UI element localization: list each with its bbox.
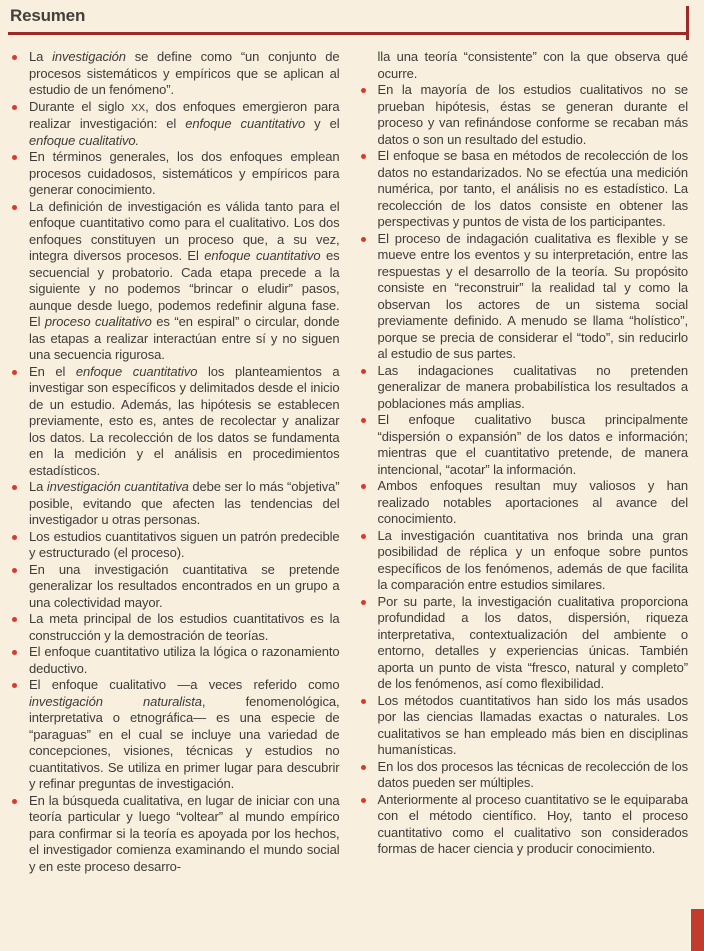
summary-item xyxy=(10,562,340,612)
bullet-icon xyxy=(361,765,366,770)
bullet-icon xyxy=(12,650,17,655)
summary-item-text: En los dos procesos las técnicas de recolección de los datos pueden ser múltiples. xyxy=(377,758,688,790)
summary-item xyxy=(10,677,340,793)
bullet-icon xyxy=(361,798,366,803)
bullet-icon xyxy=(12,155,17,160)
bullet-icon xyxy=(361,699,366,704)
summary-item xyxy=(359,363,689,413)
summary-item xyxy=(10,644,340,677)
bullet-icon xyxy=(361,600,366,605)
summary-item-text: La investigación cuantitativa debe ser lo más “objetiva” posible, evitando que afecten las tendencias del investigador u otras personas. xyxy=(29,479,340,527)
summary-item-text: La investigación cuantitativa nos brinda una gran posibilidad de réplica y un enfoque sobre puntos específicos de los fenómenos, además de que facilita la comparación entre estudios similares. xyxy=(377,527,688,592)
summary-item-text: El enfoque cualitativo busca principalmente “dispersión o expansión” de los datos e información; mientras que el cuantitativo pretende, de manera intencional, “acotar” la información. xyxy=(377,412,688,477)
summary-item xyxy=(10,529,340,562)
summary-item-text: En el enfoque cuantitativo los planteamientos a investigar son específicos y delimitados desde el inicio de un estudio. Además, las hipótesis se establecen previamente, esto es, antes de recolectar y analizar los datos. La recolección de los datos se fundamenta en la medición y el análisis en procedimientos estadísticos. xyxy=(29,363,340,478)
summary-item xyxy=(359,792,689,858)
summary-item-text: La investigación se define como “un conjunto de procesos sistemáticos y empíricos que se aplican al estudio de un fenómeno”. xyxy=(29,49,340,97)
bullet-icon xyxy=(361,418,366,423)
summary-item xyxy=(10,149,340,199)
summary-page xyxy=(0,6,704,951)
bullet-icon xyxy=(361,484,366,489)
bullet-icon xyxy=(12,105,17,110)
summary-item xyxy=(359,693,689,759)
section-title: Resumen xyxy=(10,6,86,25)
summary-item-text: El proceso de indagación cualitativa es flexible y se mueve entre los eventos y su interpretación, entre las respuestas y el desarrollo de la teoría. Su propósito consiste en “reconstruir” la realidad tal y como la observan los actores de un sistema social previamente definido. A menudo se llama “holístico”, porque se precia de considerar el “todo”, sin reducirlo al estudio de sus partes. xyxy=(377,230,688,361)
summary-item-text: La definición de investigación es válida tanto para el enfoque cuantitativo como para el cualitativo. Los dos enfoques constituyen un proceso que, a su vez, integra diversos procesos. El enfoque cuantitativo es secuencial y probatorio. Cada etapa precede a la siguiente y no podemos “brincar o eludir” pasos, aunque desde luego, podemos redefinir alguna fase. El proceso cualitativo es “en espiral” o circular, donde las etapas a realizar interactúan entre sí y no siguen una secuencia rigurosa. xyxy=(29,198,340,362)
summary-item-text: En una investigación cuantitativa se pretende generalizar los resultados encontrados en un grupo a una colectividad mayor. xyxy=(29,561,340,610)
bullet-icon xyxy=(361,369,366,374)
left-column xyxy=(10,49,340,875)
summary-item xyxy=(10,793,340,876)
bullet-icon xyxy=(12,485,17,490)
bullet-icon xyxy=(12,683,17,688)
bullet-icon xyxy=(361,88,366,93)
bullet-icon xyxy=(12,535,17,540)
bullet-icon xyxy=(12,205,17,210)
summary-item xyxy=(10,479,340,529)
summary-item-text: Por su parte, la investigación cualitativa proporciona profundidad a los datos, dispersión, riqueza interpretativa, contextualización del ambiente o entorno, detalles y experiencias únicas. También aporta un punto de vista “fresco, natural y completo” de los fenómenos, así como flexibilidad. xyxy=(377,593,688,691)
summary-item xyxy=(10,49,340,99)
summary-item-text: El enfoque cuantitativo utiliza la lógica o razonamiento deductivo. xyxy=(29,644,340,676)
summary-item-text: En la búsqueda cualitativa, en lugar de iniciar con una teoría particular y luego “voltear” al mundo empírico para confirmar si la teoría es apoyada por los hechos, el investigador comienza examinando el mundo social y en este proceso desarro- xyxy=(29,792,340,874)
summary-item-text: El enfoque se basa en métodos de recolección de los datos no estandarizados. No se efectúa una medición numérica, por tanto, el análisis no es estadístico. La recolección de los datos consiste en obtener las perspectivas y puntos de vista de los participantes. xyxy=(377,148,688,229)
summary-item-text: Los métodos cuantitativos han sido los más usados por las ciencias llamadas exactas o naturales. Los cualitativos se han empleado más bien en disciplinas humanísticas. xyxy=(377,692,688,757)
summary-item xyxy=(359,759,689,792)
summary-item-text: En la mayoría de los estudios cualitativos no se prueban hipótesis, éstas se generan durante el proceso y van refinándose conforme se recaban más datos o son un resultado del estudio. xyxy=(377,82,688,147)
summary-item xyxy=(359,412,689,478)
summary-item xyxy=(10,364,340,480)
summary-item xyxy=(359,82,689,148)
summary-item xyxy=(359,148,689,231)
bullet-icon xyxy=(361,534,366,539)
summary-item xyxy=(10,611,340,644)
summary-item-text: Ambos enfoques resultan muy valiosos y han realizado notables aportaciones al avance del conocimiento. xyxy=(377,478,688,526)
bullet-icon xyxy=(361,237,366,242)
summary-item-text: El enfoque cualitativo —a veces referido como investigación naturalista, fenomenológica, interpretativa o etnográfica— es una especie de “paraguas” en el cual se incluye una variedad de concepciones, visiones, técnicas y estudios no cuantitativos. Se utiliza en primer lugar para descubrir y refinar preguntas de investigación. xyxy=(29,677,340,791)
summary-item-text: Los estudios cuantitativos siguen un patrón predecible y estructurado (el proceso). xyxy=(29,528,340,560)
summary-item xyxy=(359,49,689,82)
summary-columns xyxy=(0,35,704,875)
right-column xyxy=(359,49,689,875)
bullet-icon xyxy=(12,617,17,622)
summary-item-text: lla una teoría “consistente” con la que observa qué ocurre. xyxy=(377,49,688,81)
bullet-icon xyxy=(12,55,17,60)
bullet-icon xyxy=(12,370,17,375)
summary-item xyxy=(359,231,689,363)
bullet-icon xyxy=(361,154,366,159)
bullet-icon xyxy=(12,568,17,573)
header-corner-tick xyxy=(686,6,689,40)
summary-item-text: Durante el siglo XX, dos enfoques emergieron para realizar investigación: el enfoque cuantitativo y el enfoque cualitativo. xyxy=(29,98,340,148)
summary-item xyxy=(10,99,340,150)
bullet-icon xyxy=(12,799,17,804)
summary-item-text: La meta principal de los estudios cuantitativos es la construcción y la demostración de teorías. xyxy=(29,611,340,643)
summary-item xyxy=(359,478,689,528)
summary-item-text: En términos generales, los dos enfoques emplean procesos cuidadosos, sistemáticos y empíricos para generar conocimiento. xyxy=(29,149,340,197)
summary-item-text: Anteriormente al proceso cuantitativo se le equiparaba con el método científico. Hoy, tanto el proceso cuantitativo como el cualitativo son considerados formas de hacer ciencia y producir conocimiento. xyxy=(377,791,688,856)
summary-item xyxy=(359,594,689,693)
summary-item-text: Las indagaciones cualitativas no pretenden generalizar de manera probabilística los resultados a poblaciones más amplias. xyxy=(377,362,688,411)
summary-item xyxy=(359,528,689,594)
summary-item xyxy=(10,199,340,364)
